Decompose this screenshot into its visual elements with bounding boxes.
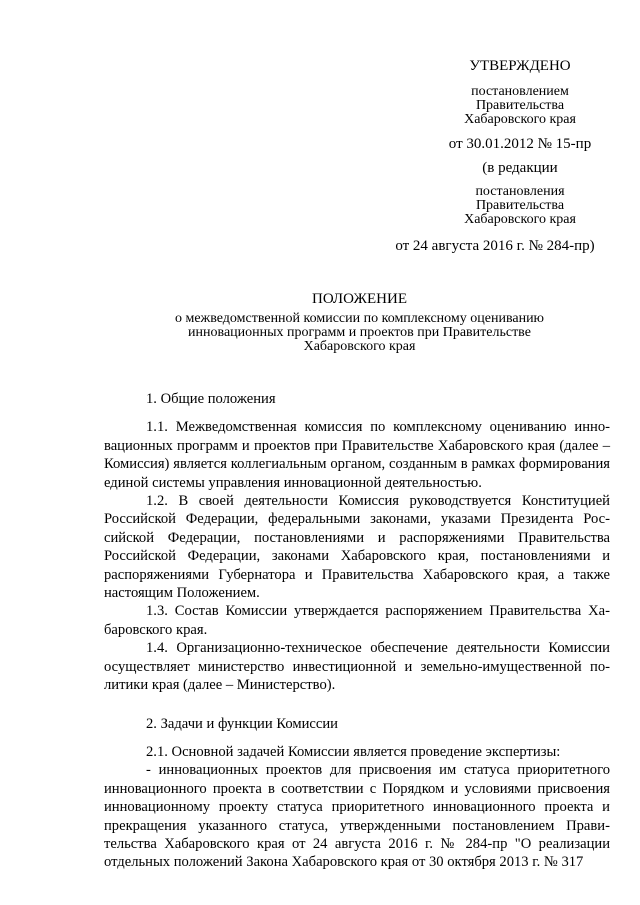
approval-line: (в редакции <box>482 160 558 176</box>
approval-block <box>380 58 640 253</box>
approval-heading: УТВЕРЖДЕНО <box>469 58 571 74</box>
document-subtitle-line: инновационных программ и проектов при Правительстве <box>188 325 531 340</box>
paragraph: 1.3. Состав Комиссии утверждается распоряжением Правительства Хабаровского края. <box>104 603 610 638</box>
approval-line: постановления <box>475 184 565 199</box>
approval-line: от 30.01.2012 № 15-пр <box>448 136 592 152</box>
document-title: ПОЛОЖЕНИЕ <box>312 291 407 307</box>
paragraph: 1.1. Межведомственная комиссия по комплексному оцениванию инновационных программ и проектов при Правительстве Хабаровского края (далее – Комиссия) является коллегиальным органом, созданным в рамках формирования единой системы управления инновационной деятельностью. <box>104 419 610 491</box>
document-title-block <box>0 292 640 354</box>
document-body <box>104 390 610 872</box>
approval-line: Хабаровского края <box>464 212 576 227</box>
paragraph: 1.2. В своей деятельности Комиссия руководствуется Конституцией Российской Федерации, федеральными законами, указами Президента Российской Федерации, постановлениями и распоряжениями Правительства Российской Федерации, законами Хабаровского края, постановлениями и распоряжениями Губернатора и Правительства Хабаровского края, а также настоящим Положением. <box>104 493 610 602</box>
section-heading: 2. Задачи и функции Комиссии <box>146 715 338 732</box>
document-subtitle-line: Хабаровского края <box>303 339 416 354</box>
approval-line: Правительства <box>475 98 565 113</box>
approval-line: Хабаровского края <box>464 112 576 127</box>
paragraph: 2.1. Основной задачей Комиссии является проведение экспертизы: <box>146 743 561 760</box>
paragraph: 1.4. Организационно-техническое обеспечение деятельности Комиссии осуществляет министерство инвестиционной и земельно-имущественной политики края (далее – Министерство). <box>104 640 610 694</box>
section-heading: 1. Общие положения <box>146 391 276 407</box>
paragraph: - инновационных проектов для присвоения им статуса приоритетного инновационного проекта в соответствии с Порядком и условиями присвоения инновационному проекту статуса приоритетного инновационного проекта и прекращения указанного статуса, утвержденными постановлением Правительства Хабаровского края от 24 августа 2016 г. № 284-пр "О реализации отдельных положений Закона Хабаровского края от 30 октября 2013 г. № 317 <box>104 762 610 871</box>
approval-line: Правительства <box>475 198 565 213</box>
approval-line: постановлением <box>471 84 569 99</box>
document-subtitle-line: о межведомственной комиссии по комплексному оцениванию <box>174 311 545 326</box>
approval-line: от 24 августа 2016 г. № 284-пр) <box>395 238 595 254</box>
